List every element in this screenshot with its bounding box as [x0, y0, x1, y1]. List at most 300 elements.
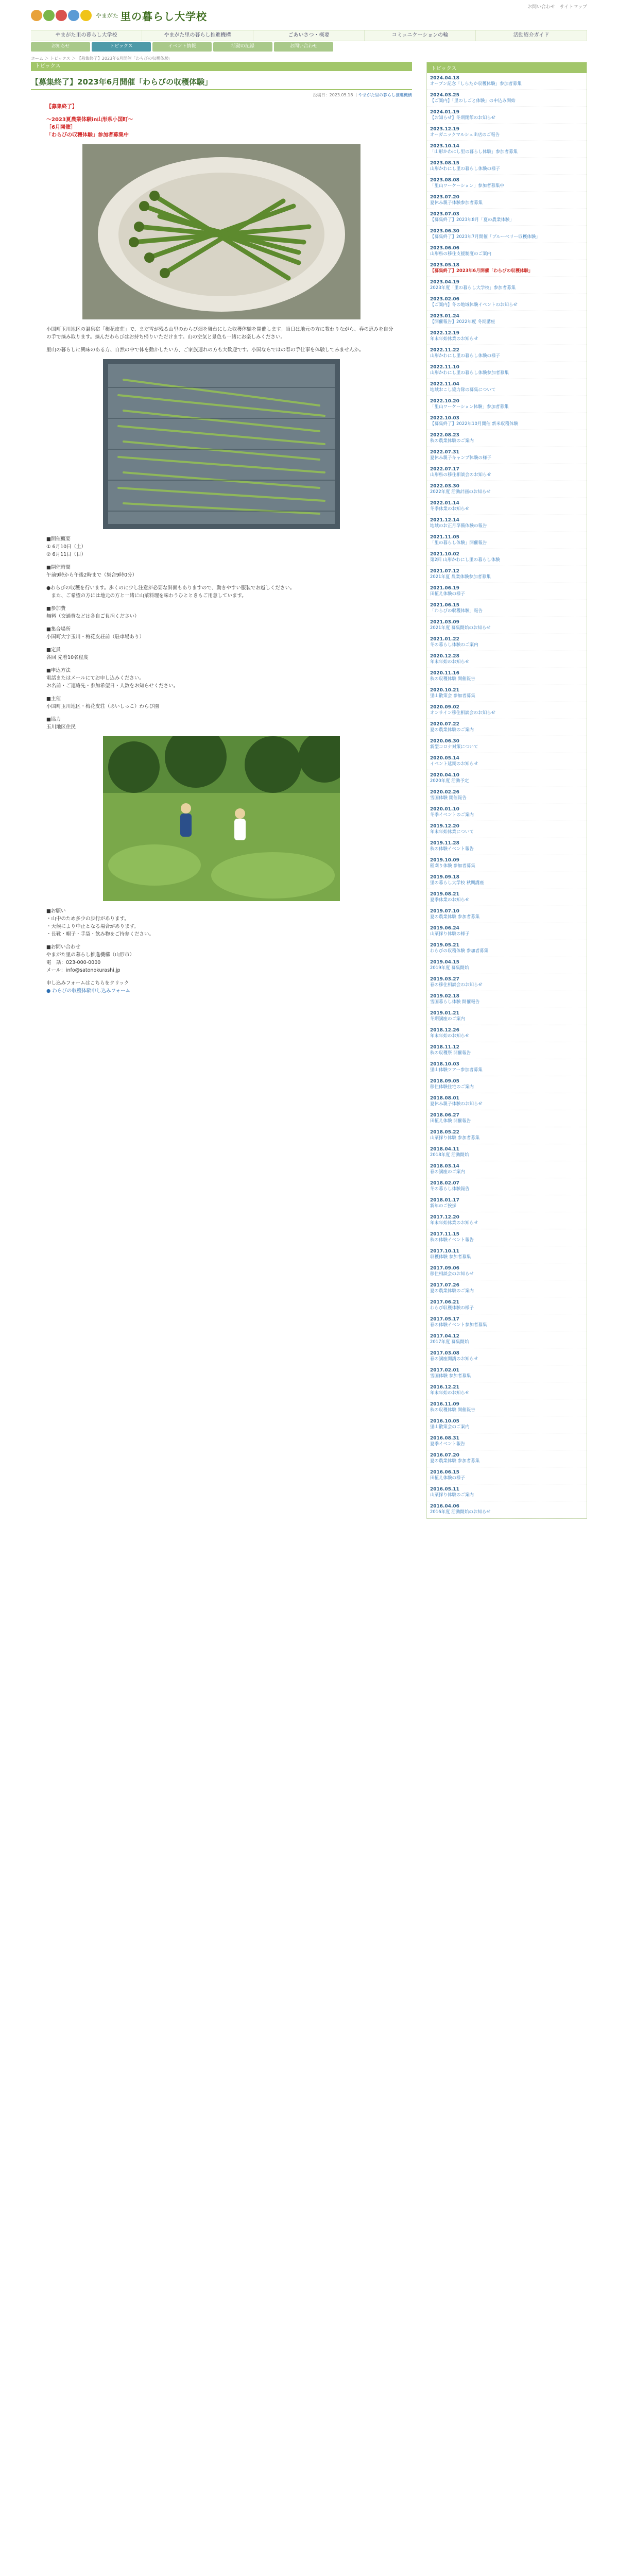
topic-date: 2021.11.05	[430, 535, 459, 540]
topic-entry[interactable]	[427, 906, 587, 923]
topic-date: 2021.01.22	[430, 637, 459, 642]
contact-link[interactable]: お問い合わせ	[527, 5, 556, 10]
topic-entry[interactable]	[427, 311, 587, 328]
topic-date: 2020.10.21	[430, 688, 459, 693]
topic-title[interactable]: 「わらびの収穫体験」報告	[430, 608, 483, 614]
topic-title[interactable]: 2019年度 募集開始	[430, 965, 469, 971]
topic-date: 2019.02.18	[430, 994, 459, 999]
topic-entry[interactable]	[427, 209, 587, 226]
topic-title[interactable]: 冬の暮らし体験のご案内	[430, 642, 478, 648]
topic-date: 2022.12.19	[430, 331, 459, 336]
topic-title[interactable]: 山形県の移住相談会のお知らせ	[430, 472, 491, 478]
intro-text-2: 里山の暮らしに興味のある方、自然の中で体を動かしたい方、ご家族連れの方も大歓迎です。小国ならではの春の手仕事を体験してみませんか。	[46, 347, 364, 353]
topic-title[interactable]: 田植え体験 開催報告	[430, 1118, 471, 1124]
subnav-contact[interactable]: お問い合わせ	[274, 42, 333, 52]
tag-line: 〜2023夏農業体験in山形県小国町〜	[46, 117, 133, 123]
topic-title[interactable]: 里山散策会 参加者募集	[430, 693, 475, 699]
topic-entry[interactable]	[427, 634, 587, 651]
topic-entry[interactable]	[427, 719, 587, 736]
topic-title[interactable]: 秋の体験イベント報告	[430, 1238, 474, 1243]
contact-section	[46, 943, 397, 974]
topic-entry[interactable]	[427, 1365, 587, 1382]
topic-title[interactable]: オーガニックマルシェ出店のご報告	[430, 132, 500, 138]
topic-title[interactable]: 夏の農業体験のご案内	[430, 1289, 474, 1294]
topic-entry[interactable]	[427, 1195, 587, 1212]
topic-title[interactable]: 秋の農業体験のご案内	[430, 438, 474, 444]
topic-entry[interactable]	[427, 957, 587, 974]
arrow-icon: ●	[46, 988, 51, 994]
topic-title[interactable]: 夏の農業体験 参加者募集	[430, 1459, 480, 1464]
topic-title[interactable]: 冬季イベントのご案内	[430, 812, 474, 818]
site-title-small: やまがた	[96, 12, 118, 19]
topic-entry[interactable]	[427, 1263, 587, 1280]
topic-entry[interactable]	[427, 1025, 587, 1042]
topic-entry[interactable]	[427, 1246, 587, 1263]
topic-title[interactable]: 収穫体験 参加者募集	[430, 1255, 471, 1260]
mascot-icon	[43, 10, 55, 21]
topic-entry[interactable]	[427, 1110, 587, 1127]
topic-date: 2024.03.25	[430, 93, 459, 98]
organizer-section	[46, 695, 397, 710]
topic-entry[interactable]	[427, 1484, 587, 1501]
topic-date: 2018.08.01	[430, 1096, 459, 1101]
topic-title[interactable]: 山菜採り体験 参加者募集	[430, 1136, 480, 1141]
topic-entry[interactable]	[427, 1144, 587, 1161]
topic-entry[interactable]	[427, 549, 587, 566]
topic-date: 2021.06.15	[430, 603, 459, 608]
nav-item-guide[interactable]: 活動紹介ガイド	[476, 30, 587, 41]
topic-entry[interactable]	[427, 838, 587, 855]
topic-title[interactable]: 稲刈り体験 参加者募集	[430, 863, 475, 869]
topic-entry[interactable]	[427, 1059, 587, 1076]
topic-entry[interactable]	[427, 974, 587, 991]
topic-entry[interactable]	[427, 1076, 587, 1093]
topic-entry[interactable]	[427, 1467, 587, 1484]
topic-date: 2019.06.24	[430, 926, 459, 931]
topic-entry[interactable]	[427, 753, 587, 770]
topic-title[interactable]: 山形かわにし里の暮らし体験参加者募集	[430, 370, 509, 376]
topic-entry[interactable]	[427, 107, 587, 124]
topic-entry[interactable]	[427, 1399, 587, 1416]
topic-title[interactable]: 年末年始のお知らせ	[430, 1391, 470, 1396]
topic-title[interactable]: 冬の暮らし体験報告	[430, 1187, 470, 1192]
topic-title[interactable]: 移住体験住宅のご案内	[430, 1084, 474, 1090]
topic-entry[interactable]	[427, 566, 587, 583]
main-nav	[31, 30, 587, 41]
top-links	[524, 3, 587, 10]
description-line: また、ご希望の方には地元の方と一緒に山菜料理を味わうひとときもご用意しています。	[46, 593, 247, 599]
topic-entry[interactable]	[427, 73, 587, 90]
topic-entry[interactable]	[427, 1161, 587, 1178]
topic-date: 2019.08.21	[430, 892, 459, 897]
site-logo[interactable]	[31, 3, 207, 28]
topic-date: 2017.12.20	[430, 1215, 459, 1220]
sidebar-heading: トピックス	[427, 62, 587, 73]
topic-title[interactable]: わらびの収穫体験 参加者募集	[430, 948, 489, 954]
topic-title[interactable]: 田植え体験の様子	[430, 591, 466, 597]
topic-entry[interactable]	[427, 158, 587, 175]
topic-entry[interactable]	[427, 923, 587, 940]
topic-entry[interactable]	[427, 1382, 587, 1399]
contact-line: メール：info@satonokurashi.jp	[46, 968, 121, 973]
topic-title[interactable]: 第2回 山形かわにし里の暮らし体験	[430, 557, 500, 563]
topic-entry[interactable]	[427, 413, 587, 430]
topic-entry[interactable]	[427, 226, 587, 243]
topic-date: 2018.05.22	[430, 1130, 459, 1135]
topic-title[interactable]: 夏の農業体験 参加者募集	[430, 914, 480, 920]
closed-notice: 【募集終了】	[46, 104, 77, 110]
topic-entry[interactable]	[427, 447, 587, 464]
breadcrumb[interactable]: ホーム ＞ トピックス ＞ 【募集終了】2023年6月開催「わらびの収穫体験」	[31, 56, 173, 61]
topic-date: 2017.04.12	[430, 1334, 459, 1339]
tag-line: 「わらびの収穫体験」参加者募集中	[46, 132, 129, 138]
topic-title[interactable]: 春の体験イベント参加者募集	[430, 1323, 487, 1328]
apply-heading: ■申込方法	[46, 668, 71, 673]
sitemap-link[interactable]: サイトマップ	[559, 5, 587, 10]
topic-date: 2020.07.22	[430, 722, 459, 727]
topic-date: 2023.02.06	[430, 297, 459, 302]
topic-title[interactable]: 【募集終了】2023年8月「夏の農業体験」	[430, 217, 514, 223]
topic-date: 2021.07.12	[430, 569, 459, 574]
schedule-heading: ■開催概要	[46, 536, 71, 542]
topic-title[interactable]: 年末年始休業のお知らせ	[430, 1221, 478, 1226]
topic-entry[interactable]	[427, 736, 587, 753]
topic-entry[interactable]	[427, 1042, 587, 1059]
topic-title[interactable]: 夏季休業のお知らせ	[430, 897, 470, 903]
contact-line: やまがた里の暮らし推進機構（山形市）	[46, 952, 135, 958]
post-category[interactable]: やまがた里の暮らし推進機構	[358, 93, 412, 97]
topic-entry[interactable]	[427, 991, 587, 1008]
topic-date: 2023.04.19	[430, 280, 459, 285]
article-title: 【募集終了】2023年6月開催「わらびの収穫体験」	[31, 76, 412, 90]
topic-entry[interactable]	[427, 1127, 587, 1144]
topic-title[interactable]: オンライン移住相談会のお知らせ	[430, 710, 495, 716]
topic-title[interactable]: 地域おこし協力隊の募集について	[430, 387, 496, 393]
notes-heading: ■お願い	[46, 908, 66, 914]
topic-date: 2018.10.03	[430, 1062, 459, 1067]
tag-line: ［6月開催］	[46, 125, 76, 130]
topic-entry[interactable]	[427, 464, 587, 481]
topic-date: 2023.06.30	[430, 229, 459, 234]
topic-date: 2022.10.20	[430, 399, 459, 404]
topic-title[interactable]: 新年のご挨拶	[430, 1204, 457, 1209]
topic-entry[interactable]	[427, 1297, 587, 1314]
topic-entry[interactable]	[427, 651, 587, 668]
description-section	[46, 584, 397, 600]
topic-date: 2017.03.08	[430, 1351, 459, 1356]
topic-date: 2017.09.06	[430, 1266, 459, 1271]
topic-entry[interactable]	[427, 481, 587, 498]
capacity-section	[46, 646, 397, 662]
nav-item-school[interactable]: やまがた里の暮らし大学校	[31, 30, 142, 41]
topic-entry[interactable]	[427, 889, 587, 906]
schedule-section	[46, 535, 397, 558]
topic-date: 2018.06.27	[430, 1113, 459, 1118]
topic-date: 2019.01.21	[430, 1011, 459, 1016]
topic-title[interactable]: 雪国体験 参加者募集	[430, 1374, 471, 1379]
topic-date: 2021.10.02	[430, 552, 459, 557]
topic-title[interactable]: わらび収穫体験の様子	[430, 1306, 474, 1311]
topic-entry[interactable]	[427, 804, 587, 821]
description-line: ●わらびの収穫を行います。歩くのに少し注意が必要な斜面もありますので、動きやすい服装でお越しください。	[46, 585, 295, 591]
topic-title[interactable]: 【開催報告】2022年度 冬期講座	[430, 319, 495, 325]
topic-entry[interactable]	[427, 90, 587, 107]
topic-date: 2023.08.08	[430, 178, 459, 183]
topic-date: 2023.08.15	[430, 161, 459, 166]
topic-entry[interactable]	[427, 379, 587, 396]
topic-date: 2018.03.14	[430, 1164, 459, 1169]
topic-entry[interactable]	[427, 1314, 587, 1331]
nav-item-about[interactable]: ごあいさつ・概要	[253, 30, 365, 41]
form-note: 申し込みフォームはこちらをクリック	[46, 980, 129, 986]
topic-entry[interactable]	[427, 1229, 587, 1246]
topic-entry[interactable]	[427, 821, 587, 838]
topic-entry[interactable]	[427, 396, 587, 413]
fee-section	[46, 605, 397, 620]
support-heading: ■協力	[46, 717, 61, 722]
topic-entry[interactable]	[427, 855, 587, 872]
topic-entry[interactable]	[427, 141, 587, 158]
warabi-bowl-photo	[82, 144, 360, 319]
topic-entry[interactable]	[427, 260, 587, 277]
topic-title[interactable]: 移住相談会のお知らせ	[430, 1272, 474, 1277]
subnav-events[interactable]: イベント情報	[152, 42, 212, 52]
topic-entry[interactable]	[427, 1501, 587, 1518]
topic-date: 2022.11.04	[430, 382, 459, 387]
topic-title[interactable]: 夏の農業体験のご案内	[430, 727, 474, 733]
header	[31, 0, 587, 30]
topics-list	[427, 73, 587, 1518]
contact-heading: ■お問い合わせ	[46, 944, 80, 950]
topic-date: 2020.09.02	[430, 705, 459, 710]
topic-title[interactable]: 【募集終了】2023年6月開催「わらびの収穫体験」	[430, 268, 533, 274]
topic-date: 2022.10.03	[430, 416, 459, 421]
topic-date: 2017.10.11	[430, 1249, 459, 1254]
topic-date: 2020.05.14	[430, 756, 459, 761]
topic-date: 2020.12.28	[430, 654, 459, 659]
topic-entry[interactable]	[427, 1450, 587, 1467]
mascot-icons	[31, 10, 92, 21]
topic-entry[interactable]	[427, 124, 587, 141]
topic-title[interactable]: 【募集終了】2022年10月開催 新米収穫体験	[430, 421, 519, 427]
notes-section	[46, 907, 397, 938]
subnav-news[interactable]: お知らせ	[31, 42, 90, 52]
topic-entry[interactable]	[427, 617, 587, 634]
form-link[interactable]	[46, 987, 397, 995]
tag-lines	[46, 116, 397, 139]
topic-title[interactable]: 山形県の移住支援制度のご案内	[430, 251, 492, 257]
topic-entry[interactable]	[427, 362, 587, 379]
topic-date: 2022.07.31	[430, 450, 459, 455]
topic-title[interactable]: 冬季休業のお知らせ	[430, 506, 470, 512]
topic-date: 2018.09.05	[430, 1079, 459, 1084]
topic-title[interactable]: 年末年始休業について	[430, 829, 474, 835]
topic-title[interactable]: 山形かわにし里の暮らし体験の様子	[430, 353, 501, 359]
note-line: ・天候により中止となる場合があります。	[46, 924, 139, 929]
topic-date: 2023.06.06	[430, 246, 459, 251]
topic-entry[interactable]	[427, 498, 587, 515]
topic-title[interactable]: 2021年夏 農業体験参加者募集	[430, 574, 491, 580]
topic-title[interactable]: 夏休み親子キャンプ体験の様子	[430, 455, 492, 461]
topic-date: 2016.06.15	[430, 1470, 459, 1475]
contact-line: 電 話：023-000-0000	[46, 960, 101, 965]
topic-entry[interactable]	[427, 1093, 587, 1110]
place-heading: ■集合場所	[46, 626, 71, 632]
topic-entry[interactable]	[427, 532, 587, 549]
topic-entry[interactable]	[427, 328, 587, 345]
topic-date: 2019.07.10	[430, 909, 459, 914]
topic-title[interactable]: オープン記念「しらたか収穫体験」参加者募集	[430, 81, 522, 87]
topic-title[interactable]: 夏休み親子体験のお知らせ	[430, 1101, 483, 1107]
topic-entry[interactable]	[427, 294, 587, 311]
article-body	[31, 103, 412, 995]
topic-title[interactable]: 地域のお正月準備体験の報告	[430, 523, 487, 529]
topic-entry[interactable]	[427, 515, 587, 532]
nav-item-organization[interactable]: やまがた里の暮らし推進機構	[142, 30, 253, 41]
topic-entry[interactable]	[427, 175, 587, 192]
topic-date: 2022.03.30	[430, 484, 459, 489]
topic-title[interactable]: 山菜採り体験のご案内	[430, 1493, 474, 1498]
mascot-icon	[80, 10, 92, 21]
sidebar	[426, 62, 587, 1519]
topic-title[interactable]: 春の講座開講のお知らせ	[430, 1357, 478, 1362]
topic-entry[interactable]	[427, 277, 587, 294]
topic-title[interactable]: 年末年始のお知らせ	[430, 659, 470, 665]
topic-date: 2019.12.20	[430, 824, 459, 829]
topic-date: 2023.12.19	[430, 127, 459, 132]
topic-title[interactable]: 2016年度 活動開始のお知らせ	[430, 1510, 491, 1515]
topic-title[interactable]: 【ご案内】冬の地域体験イベントのお知らせ	[430, 302, 518, 308]
topic-date: 2022.08.23	[430, 433, 459, 438]
topic-entry[interactable]	[427, 668, 587, 685]
section-heading: トピックス	[31, 62, 412, 71]
topic-entry[interactable]	[427, 600, 587, 617]
person	[180, 803, 192, 837]
capacity-value: 各回 先着10名程度	[46, 655, 89, 660]
topic-entry[interactable]	[427, 1416, 587, 1433]
topic-title[interactable]: 「里の暮らし体験」開催報告	[430, 540, 487, 546]
subnav-records[interactable]: 活動の記録	[213, 42, 272, 52]
topic-date: 2019.10.09	[430, 858, 459, 863]
topic-title[interactable]: 「里山ワーケーション体験」参加者募集	[430, 404, 509, 410]
topic-title[interactable]: 田植え体験の様子	[430, 1476, 466, 1481]
topic-title[interactable]: 雪国暮らし体験 開催報告	[430, 999, 480, 1005]
topic-entry[interactable]	[427, 430, 587, 447]
post-meta: 投稿日：2023.05.18 ｜やまがた里の暮らし推進機構	[313, 93, 412, 97]
topic-title[interactable]: 雪国体験 開催報告	[430, 795, 467, 801]
topic-date: 2020.04.10	[430, 773, 459, 778]
topic-title[interactable]: 2021年度 募集開始のお知らせ	[430, 625, 491, 631]
field-harvest-photo	[103, 736, 340, 901]
topic-date: 2020.06.30	[430, 739, 459, 744]
topic-title[interactable]: 里の暮らし大学校 秋期講座	[430, 880, 484, 886]
time-section	[46, 564, 397, 579]
note-line: ・山中のため多少の歩行があります。	[46, 916, 129, 922]
topic-title[interactable]: 新型コロナ対策について	[430, 744, 478, 750]
topic-entry[interactable]	[427, 872, 587, 889]
site-title: 里の暮らし大学校	[121, 10, 207, 23]
topic-date: 2021.03.09	[430, 620, 459, 625]
support-section	[46, 716, 397, 731]
topic-title[interactable]: 【募集終了】2023年7月開催「ブルーベリー収穫体験」	[430, 234, 540, 240]
topic-title[interactable]: 【お知らせ】冬期閉館のお知らせ	[430, 115, 495, 121]
topic-entry[interactable]	[427, 1212, 587, 1229]
topic-title[interactable]: 冬期講座のご案内	[430, 1016, 466, 1022]
topic-entry[interactable]	[427, 192, 587, 209]
schedule-date: ① 6月10日（土）	[46, 544, 87, 550]
topic-entry[interactable]	[427, 702, 587, 719]
topic-date: 2019.04.15	[430, 960, 459, 965]
place-section	[46, 625, 397, 641]
subnav-topics[interactable]: トピックス	[92, 42, 151, 52]
topic-title[interactable]: 山形かわにし里の暮らし体験の様子	[430, 166, 501, 172]
topic-title[interactable]: 里山体験ツアー参加者募集	[430, 1067, 483, 1073]
topic-entry[interactable]	[427, 1331, 587, 1348]
topic-date: 2022.07.17	[430, 467, 459, 472]
topic-title[interactable]: 「里山ワーケーション」参加者募集中	[430, 183, 505, 189]
topic-entry[interactable]	[427, 940, 587, 957]
topic-title[interactable]: 秋の収穫祭 開催報告	[430, 1050, 471, 1056]
topic-entry[interactable]	[427, 1348, 587, 1365]
topic-title[interactable]: 秋の収穫体験 開催報告	[430, 1408, 475, 1413]
topic-title[interactable]: 夏季イベント報告	[430, 1442, 466, 1447]
topic-title[interactable]: 年末年始のお知らせ	[430, 1033, 470, 1039]
organizer-value: 小国町玉川地区・梅花皮荘（あいしっこ）わらび園	[46, 704, 159, 709]
topic-date: 2017.02.01	[430, 1368, 459, 1373]
topic-entry[interactable]	[427, 1433, 587, 1450]
topic-title[interactable]: 春の講座のご案内	[430, 1170, 466, 1175]
intro-text: 小国町玉川地区の温泉宿「梅花皮荘」で、まだ雪が残る山里のわらび畑を舞台にした収穫体験を開催します。当日は地元の方に教わりながら、春の恵みを自分の手で摘み取ります。摘んだわらびはお持ち帰りいただけます。山の空気と景色も一緒にお楽しみください。	[46, 327, 393, 340]
topic-title[interactable]: 2017年度 募集開始	[430, 1340, 469, 1345]
topic-entry[interactable]	[427, 770, 587, 787]
topic-title[interactable]: 2020年度 活動予定	[430, 778, 469, 784]
topic-entry[interactable]	[427, 1008, 587, 1025]
topic-title[interactable]: 年末年始休業のお知らせ	[430, 336, 478, 342]
topic-entry[interactable]	[427, 583, 587, 600]
topic-entry[interactable]	[427, 345, 587, 362]
topic-title[interactable]: 【ご案内】「里のしごと体験」の申込み開始	[430, 98, 516, 104]
topic-date: 2023.10.14	[430, 144, 459, 149]
topic-title[interactable]: 「山形かわにし里の暮らし体験」参加者募集	[430, 149, 518, 155]
topic-entry[interactable]	[427, 685, 587, 702]
form-link-text[interactable]: わらびの収穫体験申し込みフォーム	[52, 988, 130, 994]
topic-date: 2018.04.11	[430, 1147, 459, 1152]
topic-title[interactable]: 秋の収穫体験 開催報告	[430, 676, 475, 682]
topic-title[interactable]: 山菜採り体験の様子	[430, 931, 470, 937]
topic-title[interactable]: 春の移住相談会のお知らせ	[430, 982, 483, 988]
form-section	[46, 979, 397, 995]
topic-title[interactable]: 秋の体験イベント報告	[430, 846, 474, 852]
topic-title[interactable]: 2018年度 活動開始	[430, 1153, 469, 1158]
topic-entry[interactable]	[427, 787, 587, 804]
nav-item-community[interactable]: コミュニケーションの輪	[365, 30, 476, 41]
topic-date: 2016.10.05	[430, 1419, 459, 1424]
topic-date: 2018.02.07	[430, 1181, 459, 1186]
topic-entry[interactable]	[427, 1178, 587, 1195]
fee-value: 無料（交通費などは各自ご負担ください）	[46, 614, 140, 619]
topic-title[interactable]: 里山散策会のご案内	[430, 1425, 470, 1430]
topic-entry[interactable]	[427, 1280, 587, 1297]
topic-date: 2019.05.21	[430, 943, 459, 948]
topic-title[interactable]: 夏休み親子体験参加者募集	[430, 200, 483, 206]
topic-title[interactable]: イベント延期のお知らせ	[430, 761, 478, 767]
topic-title[interactable]: 2023年度「里の暮らし大学校」参加者募集	[430, 285, 516, 291]
topic-title[interactable]: 2022年度 活動計画のお知らせ	[430, 489, 491, 495]
topic-date: 2017.07.26	[430, 1283, 459, 1288]
schedule-date: ② 6月11日（日）	[46, 552, 87, 557]
apply-line: 電話またはメールにてお申し込みください。	[46, 675, 144, 681]
topic-entry[interactable]	[427, 243, 587, 260]
